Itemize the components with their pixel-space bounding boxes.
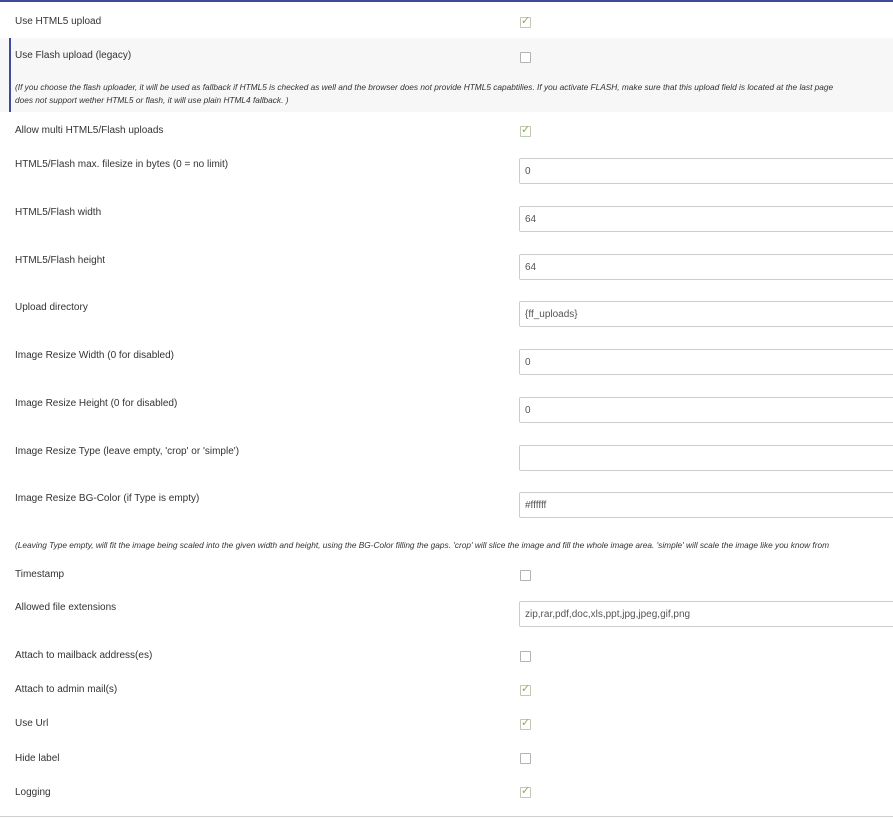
resize-type-input[interactable]	[519, 445, 893, 471]
logging-label: Logging	[15, 787, 51, 798]
resize-height-input[interactable]	[519, 397, 893, 423]
flash-width-input[interactable]	[519, 206, 893, 232]
resize-type-label: Image Resize Type (leave empty, 'crop' or 'simple')	[15, 446, 240, 457]
flash-section-accent	[9, 38, 11, 112]
flash-note-line2: does not support wether HTML5 or flash, it will use plain HTML4 fallback. )	[15, 95, 289, 105]
checkmark-icon: ✓	[521, 14, 531, 27]
max-filesize-label: HTML5/Flash max. filesize in bytes (0 = no limit)	[15, 159, 229, 170]
allowed-extensions-input[interactable]	[519, 601, 893, 627]
attach-admin-checkbox[interactable]	[520, 682, 531, 696]
use-flash-upload-checkbox[interactable]	[520, 52, 531, 63]
use-url-checkbox[interactable]	[520, 716, 531, 730]
allowed-extensions-label: Allowed file extensions	[15, 602, 117, 613]
hide-label-checkbox[interactable]	[520, 753, 531, 764]
resize-width-label: Image Resize Width (0 for disabled)	[15, 350, 174, 361]
attach-mailback-label: Attach to mailback address(es)	[15, 650, 153, 661]
resize-width-input[interactable]	[519, 349, 893, 375]
flash-width-label: HTML5/Flash width	[15, 207, 102, 218]
attach-admin-label: Attach to admin mail(s)	[15, 684, 118, 695]
checkmark-icon: ✓	[521, 123, 531, 136]
resize-bgcolor-label: Image Resize BG-Color (if Type is empty)	[15, 493, 200, 504]
allow-multi-upload-checkbox[interactable]	[520, 123, 531, 137]
upload-directory-input[interactable]	[519, 301, 893, 327]
attach-mailback-checkbox[interactable]	[520, 651, 531, 662]
use-flash-upload-label: Use Flash upload (legacy)	[15, 50, 132, 61]
flash-height-input[interactable]	[519, 254, 893, 280]
logging-checkbox[interactable]	[520, 784, 531, 798]
timestamp-checkbox[interactable]	[520, 570, 531, 581]
upload-directory-label: Upload directory	[15, 302, 88, 313]
resize-bgcolor-input[interactable]	[519, 492, 893, 518]
flash-height-label: HTML5/Flash height	[15, 255, 106, 266]
hide-label-label: Hide label	[15, 753, 60, 764]
use-html5-upload-label: Use HTML5 upload	[15, 16, 102, 27]
use-html5-upload-checkbox[interactable]	[520, 14, 531, 28]
max-filesize-input[interactable]	[519, 158, 893, 184]
top-border	[0, 0, 893, 2]
bottom-border	[0, 816, 893, 817]
resize-note: (Leaving Type empty, will fit the image being scaled into the given width and height, using the BG-Color filling the gaps. 'crop' will slice the image and fill the whole image area. 'simple' will scale the image like you know from	[15, 540, 829, 550]
timestamp-label: Timestamp	[15, 569, 65, 580]
allow-multi-upload-label: Allow multi HTML5/Flash uploads	[15, 125, 164, 136]
checkmark-icon: ✓	[521, 784, 531, 797]
use-url-label: Use Url	[15, 718, 49, 729]
flash-note-line1: (If you choose the flash uploader, it will be used as fallback if HTML5 is checked as well and the browser does not provide HTML5 capabtilies. If you activate FLASH, make sure that this upload field is located at the last page	[15, 82, 834, 92]
resize-height-label: Image Resize Height (0 for disabled)	[15, 398, 178, 409]
checkmark-icon: ✓	[521, 682, 531, 695]
checkmark-icon: ✓	[521, 716, 531, 729]
